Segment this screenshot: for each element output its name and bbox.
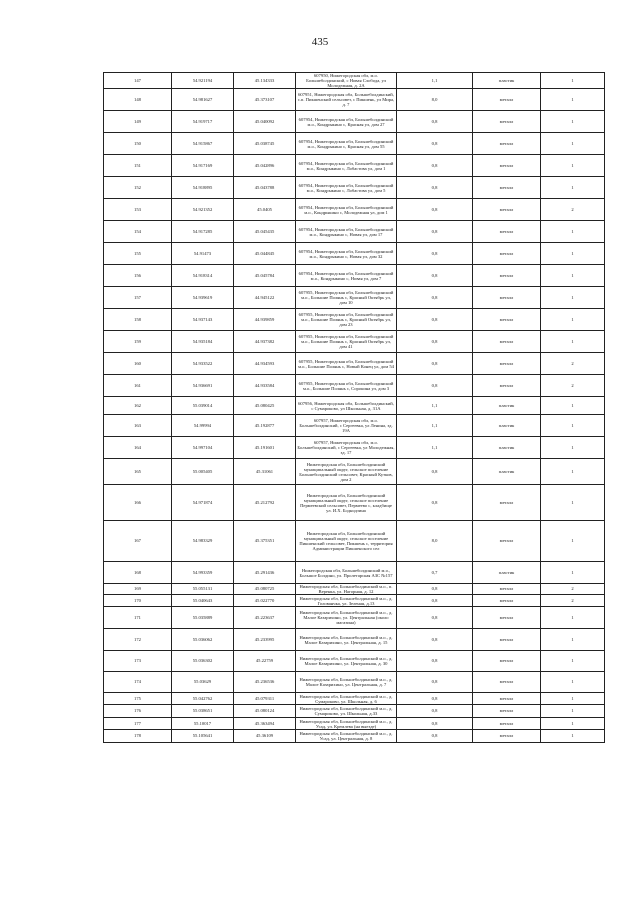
table-row	[104, 287, 605, 309]
latitude-cell: 54.919717	[172, 111, 234, 133]
latitude-cell: 54.91473	[172, 243, 234, 265]
latitude-cell: 54.937143	[172, 309, 234, 331]
latitude-cell: 54.917285	[172, 221, 234, 243]
material-cell: металл	[473, 199, 541, 221]
address-cell: Нижегородская обл, Большеболдинский м.о., д. Малое Казарихино, ул. Центральная, д. 30	[296, 651, 397, 672]
address-cell: 607955, Нижегородская обл, Большеболдинский м.о., Большие Полянь с, Сорокина ул, дом 3	[296, 375, 397, 397]
volume-cell: 0,8	[397, 672, 473, 693]
page-number: 435	[311, 36, 329, 48]
table-row	[104, 521, 605, 562]
volume-cell: 8,0	[397, 89, 473, 111]
table-row	[104, 89, 605, 111]
longitude-cell: 45.080124	[234, 705, 296, 718]
count-cell: 1	[541, 397, 605, 415]
table-row	[104, 199, 605, 221]
table-row	[104, 375, 605, 397]
longitude-cell: 45.042896	[234, 155, 296, 177]
table-row	[104, 177, 605, 199]
volume-cell: 0,8	[397, 199, 473, 221]
address-cell: Нижегородская обл, Большеболдинский м.о., д. Малое Казарихино, ул. Центральная (около магазина)	[296, 607, 397, 629]
volume-cell: 0,8	[397, 133, 473, 155]
latitude-cell: 55.039014	[172, 397, 234, 415]
volume-cell: 1,1	[397, 437, 473, 459]
volume-cell: 1,1	[397, 397, 473, 415]
table-row	[104, 562, 605, 584]
table-row	[104, 331, 605, 353]
row-number: 155	[104, 243, 172, 265]
longitude-cell: 45.36109	[234, 730, 296, 743]
address-cell: 607955, Нижегородская обл, Большеболдинский м.о., Большие Полянь с, Красный Октябрь ул, дом 41	[296, 331, 397, 353]
longitude-cell: 45.0405	[234, 199, 296, 221]
longitude-cell: 44.933584	[234, 375, 296, 397]
row-number: 158	[104, 309, 172, 331]
material-cell: металл	[473, 133, 541, 155]
material-cell: металл	[473, 584, 541, 595]
count-cell: 1	[541, 155, 605, 177]
row-number: 159	[104, 331, 172, 353]
address-cell: 607954, Нижегородская обл, Большеболдинский м.о., Кондрыкино с, Молодежная ул, дом 1	[296, 199, 397, 221]
longitude-cell: 44.937382	[234, 331, 296, 353]
latitude-cell: 54.921194	[172, 73, 234, 89]
count-cell: 1	[541, 73, 605, 89]
count-cell: 1	[541, 331, 605, 353]
volume-cell: 0,7	[397, 562, 473, 584]
table-row	[104, 705, 605, 718]
material-cell: металл	[473, 651, 541, 672]
latitude-cell: 55.10017	[172, 718, 234, 730]
material-cell: металл	[473, 718, 541, 730]
row-number: 174	[104, 672, 172, 693]
longitude-cell: 44.934593	[234, 353, 296, 375]
longitude-cell: 45.080425	[234, 397, 296, 415]
table-row	[104, 607, 605, 629]
address-cell: 607956, Нижегородская обл, Большеболдинский, с Сумароково, ул Школьная, д. 31А	[296, 397, 397, 415]
address-cell: Нижегородская обл, Большеболдинский м.о., д. Усад, ул. Кремлева (на выезде)	[296, 718, 397, 730]
count-cell: 2	[541, 199, 605, 221]
row-number: 154	[104, 221, 172, 243]
table-row	[104, 595, 605, 607]
count-cell: 2	[541, 375, 605, 397]
count-cell: 1	[541, 243, 605, 265]
material-cell: металл	[473, 375, 541, 397]
latitude-cell: 54.971874	[172, 485, 234, 521]
volume-cell: 0,8	[397, 629, 473, 651]
count-cell: 1	[541, 89, 605, 111]
latitude-cell: 54.918895	[172, 177, 234, 199]
address-cell: Нижегородская обл, Большеболдинский м.о., п. Веренка, ул. Нагорная, д. 12	[296, 584, 397, 595]
longitude-cell: 45.040092	[234, 111, 296, 133]
address-cell: 607955, Нижегородская обл, Большеболдинский м.о., Большие Полянь с, Красный Октябрь ул, дом 23	[296, 309, 397, 331]
longitude-cell: 45.044845	[234, 243, 296, 265]
address-cell: 607954, Нижегородская обл, Большеболдинский м.о., Кондрыкино с, Новая ул, дом 17	[296, 221, 397, 243]
row-number: 169	[104, 584, 172, 595]
row-number: 152	[104, 177, 172, 199]
material-cell: металл	[473, 595, 541, 607]
material-cell: пластик	[473, 459, 541, 485]
row-number: 148	[104, 89, 172, 111]
latitude-cell: 54.99994	[172, 415, 234, 437]
count-cell: 1	[541, 415, 605, 437]
longitude-cell: 45.192877	[234, 415, 296, 437]
volume-cell: 0,8	[397, 693, 473, 705]
volume-cell: 1,1	[397, 415, 473, 437]
row-number: 160	[104, 353, 172, 375]
material-cell: металл	[473, 607, 541, 629]
material-cell: металл	[473, 629, 541, 651]
longitude-cell: 45.022770	[234, 595, 296, 607]
latitude-cell: 54.917169	[172, 155, 234, 177]
row-number: 168	[104, 562, 172, 584]
address-cell: 607957, Нижегородская обл, м.о. Большеболдинский, с Сергеевка, ул Ленина, зд. 19А	[296, 415, 397, 437]
latitude-cell: 55.105641	[172, 730, 234, 743]
volume-cell: 0,8	[397, 221, 473, 243]
material-cell: металл	[473, 155, 541, 177]
volume-cell: 0,8	[397, 331, 473, 353]
material-cell: металл	[473, 265, 541, 287]
address-cell: 607954, Нижегородская обл, Большеболдинский м.о., Кондрыкино с, Новая ул, дом 7	[296, 265, 397, 287]
count-cell: 1	[541, 521, 605, 562]
row-number: 157	[104, 287, 172, 309]
address-cell: 607955, Нижегородская обл, Большеболдинский м.о., Большие Полянь с, Красный Октябрь ул, дом 10	[296, 287, 397, 309]
address-cell: Нижегородская обл, Большеболдинский м.о., д. Сумароково, ул. Школьная, д.33	[296, 705, 397, 718]
row-number: 164	[104, 437, 172, 459]
latitude-cell: 55.042762	[172, 693, 234, 705]
table-row	[104, 397, 605, 415]
latitude-cell: 55.040643	[172, 595, 234, 607]
table-row	[104, 651, 605, 672]
material-cell: металл	[473, 243, 541, 265]
table-row	[104, 730, 605, 743]
count-cell: 1	[541, 287, 605, 309]
row-number: 172	[104, 629, 172, 651]
material-cell: металл	[473, 309, 541, 331]
latitude-cell: 54.921352	[172, 199, 234, 221]
longitude-cell: 45.373107	[234, 89, 296, 111]
address-cell: Нижегородская обл, Большеболдинский муниципальный округ, сельское поселение Пикшенский сельсовет, Пикшень с, территория Администрации Пикшенского сел	[296, 521, 397, 562]
row-number: 175	[104, 693, 172, 705]
row-number: 165	[104, 459, 172, 485]
latitude-cell: 54.933522	[172, 353, 234, 375]
longitude-cell: 45.223637	[234, 607, 296, 629]
row-number: 176	[104, 705, 172, 718]
row-number: 149	[104, 111, 172, 133]
count-cell: 2	[541, 353, 605, 375]
table-row	[104, 353, 605, 375]
volume-cell: 1,1	[397, 73, 473, 89]
count-cell: 1	[541, 133, 605, 155]
row-number: 153	[104, 199, 172, 221]
address-cell: Нижегородская обл, Большеболдинский м.о., Большое Болдино, ул. Пролетарская АЗС №157	[296, 562, 397, 584]
count-cell: 1	[541, 459, 605, 485]
row-number: 177	[104, 718, 172, 730]
latitude-cell: 55.005405	[172, 459, 234, 485]
row-number: 171	[104, 607, 172, 629]
count-cell: 2	[541, 584, 605, 595]
volume-cell: 0,8	[397, 309, 473, 331]
latitude-cell: 55.036302	[172, 651, 234, 672]
volume-cell: 0,8	[397, 485, 473, 521]
address-cell: 607950, Нижегородская обл, м.о. Большеболдинский, с Новая Слобода, ул Молодежная, д. 2А	[296, 73, 397, 89]
latitude-cell: 55.038651	[172, 705, 234, 718]
row-number: 151	[104, 155, 172, 177]
count-cell: 1	[541, 718, 605, 730]
material-cell: пластик	[473, 562, 541, 584]
count-cell: 1	[541, 485, 605, 521]
table-row	[104, 265, 605, 287]
count-cell: 1	[541, 607, 605, 629]
row-number: 173	[104, 651, 172, 672]
row-number: 178	[104, 730, 172, 743]
count-cell: 1	[541, 111, 605, 133]
material-cell: металл	[473, 331, 541, 353]
material-cell: металл	[473, 521, 541, 562]
volume-cell: 0,8	[397, 730, 473, 743]
address-cell: Нижегородская обл, Большеболдинский м.о., д. Сумароково, ул. Школьная, д. 6	[296, 693, 397, 705]
count-cell: 1	[541, 265, 605, 287]
address-cell: Нижегородская обл, Большеболдинский м.о., д. Малое Казарихино, ул. Центральная, д. 7	[296, 672, 397, 693]
longitude-cell: 45.233995	[234, 629, 296, 651]
latitude-cell: 54.983329	[172, 521, 234, 562]
address-cell: 607955, Нижегородская обл, Большеболдинский м.о., Большие Полянь с, Новый Конец ул, дом 54	[296, 353, 397, 375]
volume-cell: 0,8	[397, 177, 473, 199]
count-cell: 1	[541, 629, 605, 651]
longitude-cell: 45.375351	[234, 521, 296, 562]
containers-table	[103, 72, 605, 743]
table-row	[104, 718, 605, 730]
material-cell: пластик	[473, 415, 541, 437]
volume-cell: 0,8	[397, 353, 473, 375]
volume-cell: 0,8	[397, 375, 473, 397]
table-row	[104, 243, 605, 265]
count-cell: 1	[541, 309, 605, 331]
longitude-cell: 45.038745	[234, 133, 296, 155]
table-row	[104, 459, 605, 485]
row-number: 162	[104, 397, 172, 415]
material-cell: металл	[473, 353, 541, 375]
volume-cell: 0,8	[397, 595, 473, 607]
latitude-cell: 55.036062	[172, 629, 234, 651]
address-cell: Нижегородская обл, Большеболдинский м.о., д. Усад, ул. Центральная, д. 8	[296, 730, 397, 743]
longitude-cell: 45.045435	[234, 221, 296, 243]
longitude-cell: 45.191601	[234, 437, 296, 459]
volume-cell: 0,8	[397, 651, 473, 672]
volume-cell: 0,8	[397, 705, 473, 718]
table-row	[104, 693, 605, 705]
longitude-cell: 45.363494	[234, 718, 296, 730]
table-row	[104, 309, 605, 331]
volume-cell: 0,8	[397, 155, 473, 177]
volume-cell: 0,8	[397, 287, 473, 309]
address-cell: 607954, Нижегородская обл, Большеболдинский м.о., Кондрыкино с, Новая ул, дом 32	[296, 243, 397, 265]
volume-cell: 0,8	[397, 718, 473, 730]
row-number: 156	[104, 265, 172, 287]
count-cell: 1	[541, 672, 605, 693]
address-cell: 607954, Нижегородская обл, Большеболдинский м.о., Кондрыкино с, Лобастова ул, дом 1	[296, 155, 397, 177]
material-cell: металл	[473, 730, 541, 743]
material-cell: металл	[473, 672, 541, 693]
address-cell: Нижегородская обл, Большеболдинский муниципальный округ, сельское поселение Пермеевский сельсовет, Пермеево с, кладбище ул. И.Х. Боднодзина	[296, 485, 397, 521]
address-cell: 607954, Нижегородская обл, Большеболдинский м.о., Кондрыкино с, Лобастова ул, дом 5	[296, 177, 397, 199]
count-cell: 1	[541, 730, 605, 743]
latitude-cell: 54.981627	[172, 89, 234, 111]
row-number: 167	[104, 521, 172, 562]
address-cell: Нижегородская обл, Большеболдинский муниципальный округ, сельское поселение Большеболдинский сельсовет, Красный Кутков, дом 2	[296, 459, 397, 485]
latitude-cell: 55.03629	[172, 672, 234, 693]
row-number: 163	[104, 415, 172, 437]
longitude-cell: 45.079311	[234, 693, 296, 705]
volume-cell: 0,8	[397, 243, 473, 265]
longitude-cell: 45.043788	[234, 177, 296, 199]
material-cell: пластик	[473, 397, 541, 415]
volume-cell: 0,8	[397, 459, 473, 485]
table-row	[104, 415, 605, 437]
address-cell: 607954, Нижегородская обл, Большеболдинский м.о., Кондрыкино с, Красная ул, дом 27	[296, 111, 397, 133]
volume-cell: 0,8	[397, 265, 473, 287]
material-cell: металл	[473, 221, 541, 243]
address-cell: 607951, Нижегородская обл, Большеболдинский, с.п. Пикшенский сельсовет, с Пикшень, ул Мира, д. 7	[296, 89, 397, 111]
longitude-cell: 45.22759	[234, 651, 296, 672]
count-cell: 1	[541, 221, 605, 243]
row-number: 161	[104, 375, 172, 397]
material-cell: пластик	[473, 73, 541, 89]
material-cell: металл	[473, 485, 541, 521]
count-cell: 1	[541, 693, 605, 705]
table-row	[104, 672, 605, 693]
row-number: 150	[104, 133, 172, 155]
latitude-cell: 54.935184	[172, 331, 234, 353]
address-cell: 607954, Нижегородская обл, Большеболдинский м.о., Кондрыкино с, Красная ул, дом 55	[296, 133, 397, 155]
address-cell: Нижегородская обл, Большеболдинский м.о., д. Малое Казарихино, ул. Центральная, д. 15	[296, 629, 397, 651]
longitude-cell: 45.212792	[234, 485, 296, 521]
count-cell: 1	[541, 437, 605, 459]
longitude-cell: 45.045784	[234, 265, 296, 287]
count-cell: 2	[541, 595, 605, 607]
longitude-cell: 45.291436	[234, 562, 296, 584]
longitude-cell: 45.236536	[234, 672, 296, 693]
latitude-cell: 54.936691	[172, 375, 234, 397]
volume-cell: 0,8	[397, 607, 473, 629]
table-row	[104, 133, 605, 155]
volume-cell: 8,0	[397, 521, 473, 562]
table-row	[104, 111, 605, 133]
latitude-cell: 54.918314	[172, 265, 234, 287]
longitude-cell: 45.080725	[234, 584, 296, 595]
row-number: 166	[104, 485, 172, 521]
material-cell: металл	[473, 89, 541, 111]
address-cell: 607957, Нижегородская обл, м.о. Большеболдинский, с Сергеевка, ул Молодежная, зд. 17	[296, 437, 397, 459]
table-row	[104, 437, 605, 459]
count-cell: 1	[541, 705, 605, 718]
address-cell: Нижегородская обл, Большеболдинский м.о., д. Голованчка, ул. Зеленая, д.13	[296, 595, 397, 607]
count-cell: 1	[541, 651, 605, 672]
latitude-cell: 54.997104	[172, 437, 234, 459]
row-number: 170	[104, 595, 172, 607]
longitude-cell: 44.939859	[234, 309, 296, 331]
material-cell: металл	[473, 111, 541, 133]
count-cell: 1	[541, 562, 605, 584]
latitude-cell: 54.993359	[172, 562, 234, 584]
table-row	[104, 629, 605, 651]
longitude-cell: 44.945122	[234, 287, 296, 309]
material-cell: пластик	[473, 437, 541, 459]
latitude-cell: 55.035889	[172, 607, 234, 629]
material-cell: металл	[473, 177, 541, 199]
volume-cell: 0,8	[397, 584, 473, 595]
table-row	[104, 485, 605, 521]
material-cell: металл	[473, 693, 541, 705]
table-row	[104, 221, 605, 243]
material-cell: металл	[473, 705, 541, 718]
volume-cell: 0,8	[397, 111, 473, 133]
longitude-cell: 45.31061	[234, 459, 296, 485]
latitude-cell: 54.915867	[172, 133, 234, 155]
longitude-cell: 45.134333	[234, 73, 296, 89]
latitude-cell: 55.055131	[172, 584, 234, 595]
table-row	[104, 584, 605, 595]
row-number: 147	[104, 73, 172, 89]
material-cell: металл	[473, 287, 541, 309]
count-cell: 1	[541, 177, 605, 199]
latitude-cell: 54.939619	[172, 287, 234, 309]
table-row	[104, 73, 605, 89]
table-row	[104, 155, 605, 177]
